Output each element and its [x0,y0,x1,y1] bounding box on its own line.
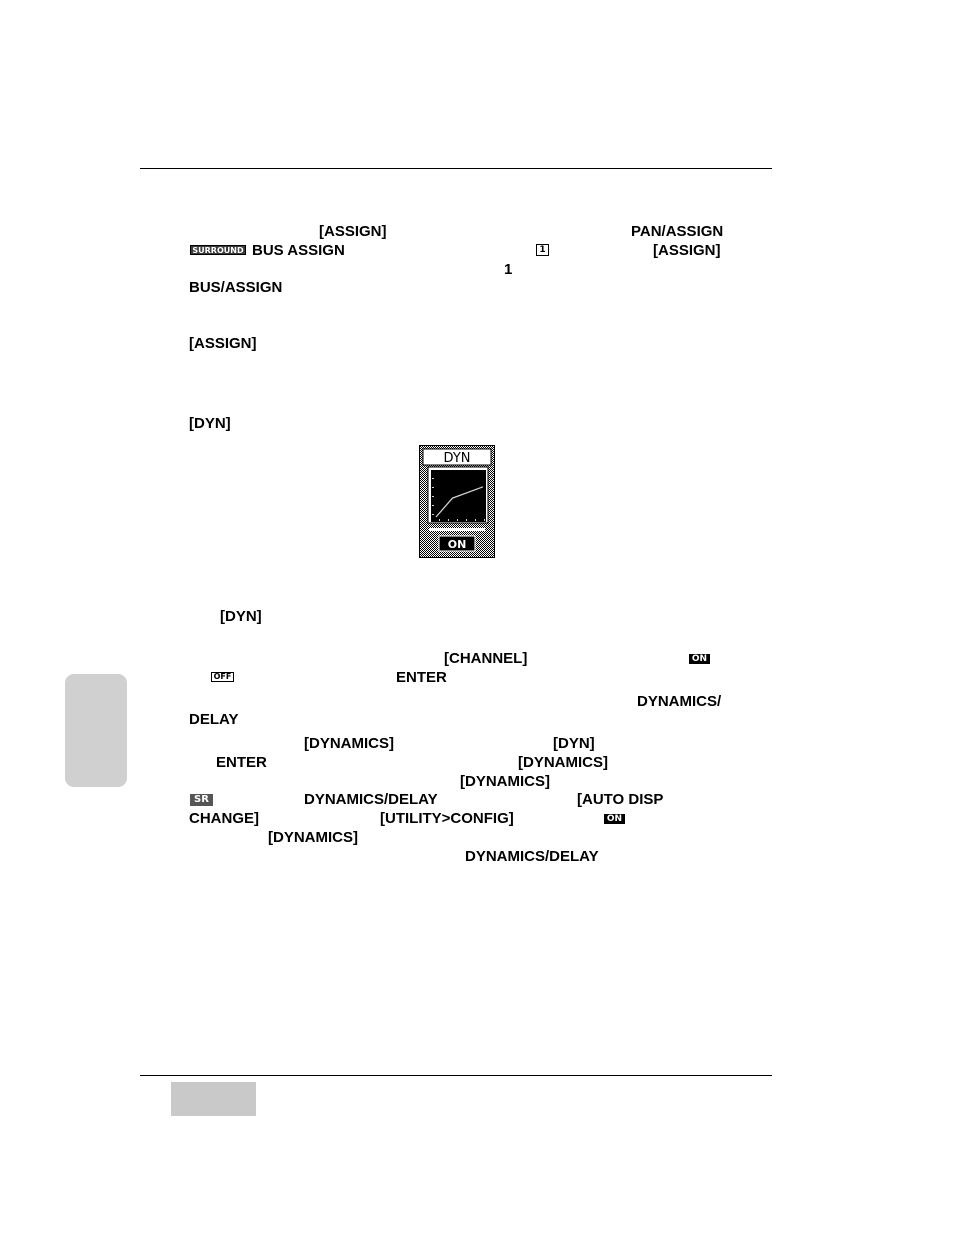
x-tick [475,519,476,521]
dynamics-slash-label: DYNAMICS/ [637,693,722,710]
footer-rule [140,1075,772,1076]
dyn-key-2: [DYN] [220,608,262,625]
page-number-box [171,1082,256,1116]
dynamics-key-1: [DYNAMICS] [304,735,394,752]
auto-disp-key: [AUTO DISP [577,791,664,808]
assign-key-3: [ASSIGN] [189,335,257,352]
x-tick [466,519,467,521]
number-1: 1 [504,261,513,278]
off-badge: OFF [211,672,234,682]
dynamics-delay-label-1: DYNAMICS/DELAY [304,791,438,808]
y-tick [432,505,434,506]
channel-key: [CHANNEL] [444,650,528,667]
x-tick [484,519,485,521]
y-tick [432,514,434,515]
dyn-key: [DYN] [189,415,231,432]
utility-config-key: [UTILITY>CONFIG] [380,810,514,827]
dynamics-delay-label-2: DYNAMICS/DELAY [465,848,599,865]
dyn-key-3: [DYN] [553,735,595,752]
dynamics-key-2: [DYNAMICS] [518,754,608,771]
channel-1-badge: 1 [536,244,549,256]
header-rule [140,168,772,169]
enter-key: ENTER [396,669,447,686]
x-tick [439,519,440,521]
assign-key: [ASSIGN] [319,223,387,240]
delay-label: DELAY [189,711,239,728]
dynamics-key-3: [DYNAMICS] [460,773,550,790]
assign-key-2: [ASSIGN] [653,242,721,259]
dynamics-key-4: [DYNAMICS] [268,829,358,846]
x-tick [457,519,458,521]
dyn-widget-graphic [419,445,495,558]
on-badge: ON [689,654,710,664]
surround-badge: SURROUND [190,245,246,255]
enter-key-2: ENTER [216,754,267,771]
dyn-on-button[interactable] [439,536,475,551]
change-key: CHANGE] [189,810,259,827]
on-badge-2: ON [604,814,625,824]
bus-assign-label: BUS ASSIGN [252,242,345,259]
dyn-title: DYN [443,451,471,466]
chapter-side-tab [65,674,127,787]
pan-assign-label: PAN/ASSIGN [631,223,724,240]
x-tick [448,519,449,521]
sr-badge: SR [190,794,213,806]
dyn-widget[interactable] [419,445,495,563]
y-tick [432,487,434,488]
y-tick [432,496,434,497]
y-tick [432,478,434,479]
dyn-on-label: ON [447,538,467,551]
bus-slash-assign-label: BUS/ASSIGN [189,279,283,296]
